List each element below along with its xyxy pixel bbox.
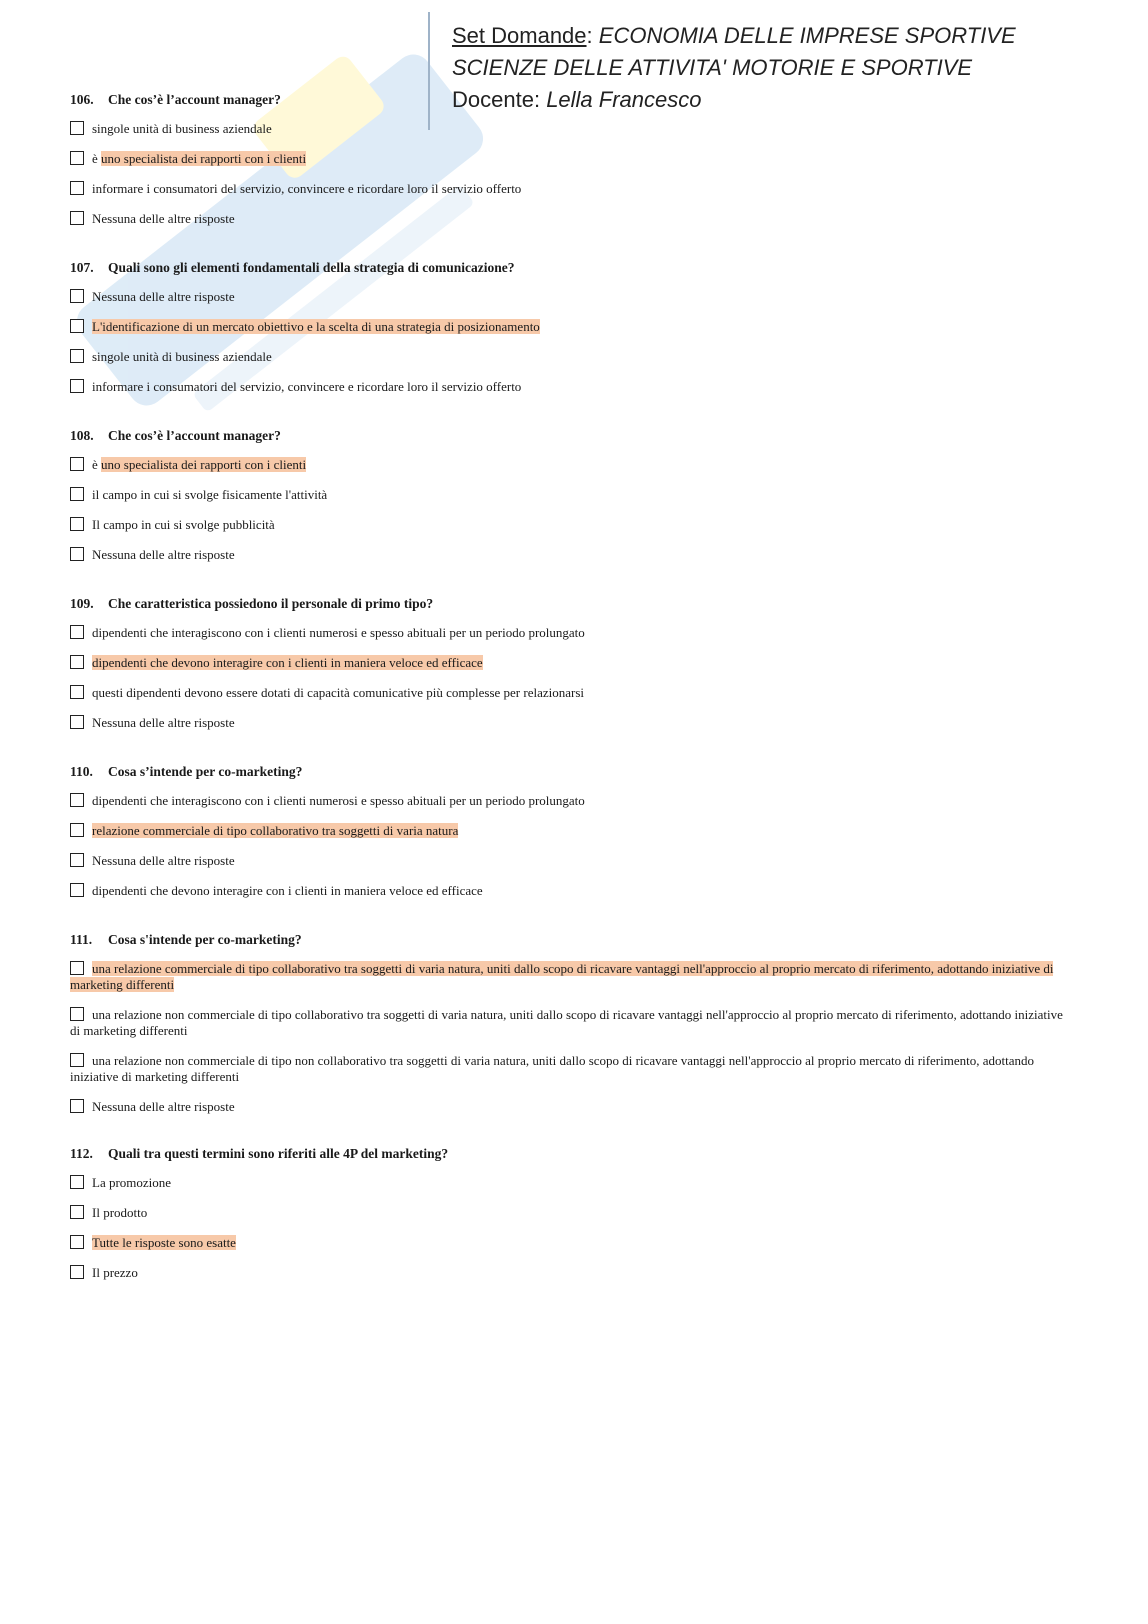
- answer-option: [70, 349, 1070, 365]
- answer-checkbox[interactable]: [70, 457, 84, 471]
- answer-checkbox[interactable]: [70, 961, 84, 975]
- answer-option: [70, 853, 1070, 869]
- answer-text: informare i consumatori del servizio, convincere e ricordare loro il servizio offerto: [92, 379, 522, 394]
- question-text: Cosa s’intende per co-marketing?: [108, 764, 303, 779]
- answer-text-highlighted: una relazione commerciale di tipo collaborativo tra soggetti di varia natura, uniti dallo scopo di ricavare vantaggi nell'approccio al proprio mercato di riferimento, adottando iniziative di marketing differenti: [70, 961, 1054, 992]
- answer-text: Nessuna delle altre risposte: [92, 547, 235, 562]
- question-number: 107.: [70, 260, 94, 275]
- question-109: [70, 594, 1070, 745]
- answer-option-correct: [70, 1235, 1070, 1251]
- question-number: 111.: [70, 932, 93, 947]
- question-number: 110.: [70, 764, 93, 779]
- answer-checkbox[interactable]: [70, 349, 84, 363]
- question-title: [70, 426, 1070, 446]
- question-text: Che cos’è l’account manager?: [108, 92, 281, 107]
- answer-text-highlighted: uno specialista dei rapporti con i clienti: [101, 151, 307, 166]
- question-number: 108.: [70, 428, 94, 443]
- question-text: Quali tra questi termini sono riferiti alle 4P del marketing?: [108, 1146, 449, 1161]
- answer-option: [70, 379, 1070, 395]
- answer-option: [70, 487, 1070, 503]
- answer-option: [70, 1265, 1070, 1281]
- answer-text: dipendenti che devono interagire con i clienti in maniera veloce ed efficace: [92, 883, 483, 898]
- answer-text: singole unità di business aziendale: [92, 121, 272, 136]
- answer-text: Nessuna delle altre risposte: [92, 211, 235, 226]
- answer-text: questi dipendenti devono essere dotati di capacità comunicative più complesse per relazionarsi: [92, 685, 585, 700]
- answer-checkbox[interactable]: [70, 883, 84, 897]
- answer-text-highlighted: relazione commerciale di tipo collaborativo tra soggetti di varia natura: [92, 823, 459, 838]
- answer-checkbox[interactable]: [70, 655, 84, 669]
- answer-checkbox[interactable]: [70, 319, 84, 333]
- answer-option: [70, 793, 1070, 809]
- answer-text: dipendenti che interagiscono con i clienti numerosi e spesso abituali per un periodo prolungato: [92, 625, 585, 640]
- answer-checkbox[interactable]: [70, 853, 84, 867]
- question-title: [70, 1144, 1070, 1164]
- question-title: [70, 258, 1070, 278]
- answer-prefix: è: [92, 151, 102, 166]
- answer-text: Nessuna delle altre risposte: [92, 853, 235, 868]
- question-112: [70, 1144, 1070, 1295]
- answer-text: singole unità di business aziendale: [92, 349, 272, 364]
- question-text: Che cos’è l’account manager?: [108, 428, 281, 443]
- answer-checkbox[interactable]: [70, 379, 84, 393]
- answer-option-correct: [70, 319, 1070, 335]
- answer-text: Nessuna delle altre risposte: [92, 289, 235, 304]
- answer-option: [70, 625, 1070, 641]
- course-title: SCIENZE DELLE ATTIVITA' MOTORIE E SPORTIVE: [452, 55, 973, 80]
- answer-text-highlighted: L'identificazione di un mercato obiettivo e la scelta di una strategia di posizionamento: [92, 319, 540, 334]
- answer-option: [70, 685, 1070, 701]
- question-number: 106.: [70, 92, 94, 107]
- answer-option-correct: [70, 961, 1070, 993]
- answer-option: [70, 289, 1070, 305]
- subject-title: ECONOMIA DELLE IMPRESE SPORTIVE: [598, 23, 1016, 48]
- answer-prefix: è: [92, 457, 102, 472]
- answer-checkbox[interactable]: [70, 715, 84, 729]
- answer-checkbox[interactable]: [70, 793, 84, 807]
- answer-option: [70, 1205, 1070, 1221]
- answer-option-correct: [70, 823, 1070, 839]
- answer-checkbox[interactable]: [70, 151, 84, 165]
- question-number: 109.: [70, 596, 94, 611]
- question-110: [70, 762, 1070, 913]
- answer-text-highlighted: uno specialista dei rapporti con i clienti: [101, 457, 307, 472]
- answer-option-correct: [70, 151, 1070, 167]
- header-set-line: Set Domande: ECONOMIA DELLE IMPRESE SPORTIVE: [452, 23, 1016, 48]
- answer-checkbox[interactable]: [70, 625, 84, 639]
- answer-text: informare i consumatori del servizio, convincere e ricordare loro il servizio offerto: [92, 181, 522, 196]
- answer-option: [70, 121, 1070, 137]
- answer-checkbox[interactable]: [70, 1205, 84, 1219]
- question-107: [70, 258, 1070, 409]
- question-106: [70, 90, 1070, 241]
- answer-text: una relazione non commerciale di tipo collaborativo tra soggetti di varia natura, uniti dallo scopo di ricavare vantaggi nell'approccio al proprio mercato di riferimento, adottando iniziative di marketing differenti: [70, 1007, 1063, 1038]
- answer-text: Nessuna delle altre risposte: [92, 715, 235, 730]
- answer-checkbox[interactable]: [70, 547, 84, 561]
- answer-checkbox[interactable]: [70, 487, 84, 501]
- answer-text: dipendenti che interagiscono con i clienti numerosi e spesso abituali per un periodo prolungato: [92, 793, 585, 808]
- question-title: [70, 90, 1070, 110]
- answer-checkbox[interactable]: [70, 1265, 84, 1279]
- answer-checkbox[interactable]: [70, 1007, 84, 1021]
- answer-checkbox[interactable]: [70, 1099, 84, 1113]
- answer-option: [70, 715, 1070, 731]
- question-number: 112.: [70, 1146, 93, 1161]
- docente-label: Docente:: [452, 87, 541, 112]
- answer-option: [70, 547, 1070, 563]
- answer-text: La promozione: [92, 1175, 172, 1190]
- question-text: Che caratteristica possiedono il personale di primo tipo?: [108, 596, 434, 611]
- docente-name: Lella Francesco: [546, 87, 702, 112]
- question-title: [70, 930, 1070, 950]
- answer-checkbox[interactable]: [70, 823, 84, 837]
- question-title: [70, 762, 1070, 782]
- answer-checkbox[interactable]: [70, 1175, 84, 1189]
- answer-text-highlighted: dipendenti che devono interagire con i clienti in maniera veloce ed efficace: [92, 655, 483, 670]
- answer-option: [70, 181, 1070, 197]
- answer-text: Il prodotto: [92, 1205, 148, 1220]
- answer-option: [70, 1007, 1070, 1039]
- answer-option: [70, 517, 1070, 533]
- answer-option: [70, 1099, 1070, 1115]
- answer-checkbox[interactable]: [70, 1235, 84, 1249]
- answer-option: [70, 883, 1070, 899]
- question-text: Quali sono gli elementi fondamentali della strategia di comunicazione?: [108, 260, 515, 275]
- answer-text: Nessuna delle altre risposte: [92, 1099, 235, 1114]
- answer-option-correct: [70, 457, 1070, 473]
- answer-checkbox[interactable]: [70, 211, 84, 225]
- answer-text-highlighted: Tutte le risposte sono esatte: [92, 1235, 236, 1250]
- answer-text: una relazione non commerciale di tipo non collaborativo tra soggetti di varia natura, uniti dallo scopo di ricavare vantaggi nell'approccio al proprio mercato di riferimento, adottando iniziative di marketing differenti: [70, 1053, 1034, 1084]
- answer-checkbox[interactable]: [70, 685, 84, 699]
- answer-option: [70, 211, 1070, 227]
- answer-checkbox[interactable]: [70, 1053, 84, 1067]
- answer-checkbox[interactable]: [70, 289, 84, 303]
- answer-text: Il prezzo: [92, 1265, 138, 1280]
- question-text: Cosa s'intende per co-marketing?: [108, 932, 302, 947]
- answer-checkbox[interactable]: [70, 517, 84, 531]
- question-111: [70, 930, 1070, 1129]
- answer-option: [70, 1175, 1070, 1191]
- answer-option-correct: [70, 655, 1070, 671]
- question-108: [70, 426, 1070, 577]
- answer-text: Il campo in cui si svolge pubblicità: [92, 517, 275, 532]
- set-label: Set Domande: [452, 23, 587, 48]
- answer-text: il campo in cui si svolge fisicamente l'attività: [92, 487, 328, 502]
- question-title: [70, 594, 1070, 614]
- answer-option: [70, 1053, 1070, 1085]
- answer-checkbox[interactable]: [70, 121, 84, 135]
- answer-checkbox[interactable]: [70, 181, 84, 195]
